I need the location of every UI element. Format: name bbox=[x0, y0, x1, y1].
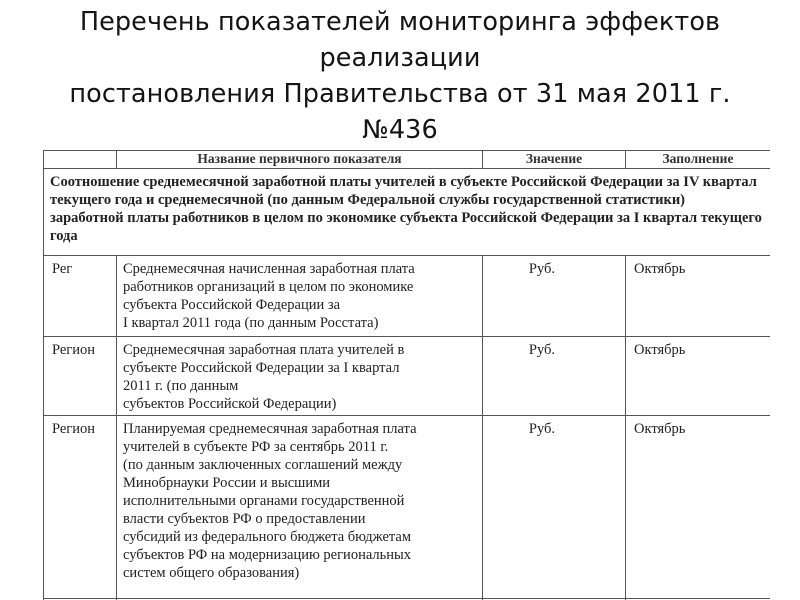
section-title: Соотношение среднемесячной заработной платы учителей в субъекте Российской Федерации за IV квартал текущего года и среднемесячной (по данным Федеральной службы государственной статистики) заработной платы работников в целом по экономике субъекта Российской Федерации за I квартал текущего года bbox=[44, 169, 771, 256]
table-row bbox=[44, 416, 771, 599]
row-indicator: Среднемесячная начисленная заработная плата работников организаций в целом по экономике субъекта Российской Федерации за I квартал 2011 года (по данным Росстата) bbox=[117, 256, 483, 337]
indicator-table-container bbox=[43, 150, 770, 600]
row-level: Регион bbox=[44, 416, 117, 599]
header-indicator-name: Название первичного показателя bbox=[117, 151, 483, 169]
title-line-2: реализации bbox=[319, 43, 481, 73]
row-level: Регион bbox=[44, 337, 117, 416]
header-level bbox=[44, 151, 117, 169]
row-level: Рег bbox=[44, 256, 117, 337]
row-fill: Октябрь bbox=[626, 337, 771, 416]
section-row bbox=[44, 169, 771, 256]
row-fill: Октябрь bbox=[626, 416, 771, 599]
table-row bbox=[44, 337, 771, 416]
title-line-4: №436 bbox=[362, 115, 438, 145]
row-value: Руб. bbox=[483, 256, 626, 337]
page-title bbox=[20, 4, 780, 148]
table-header-row bbox=[44, 151, 771, 169]
row-indicator: Среднемесячная заработная плата учителей в субъекте Российской Федерации за I квартал 2011 г. (по данным субъектов Российской Федерации) bbox=[117, 337, 483, 416]
table-row bbox=[44, 256, 771, 337]
indicator-table bbox=[43, 150, 770, 600]
row-value: Руб. bbox=[483, 416, 626, 599]
title-line-1: Перечень показателей мониторинга эффектов bbox=[79, 7, 721, 37]
header-value: Значение bbox=[483, 151, 626, 169]
header-fill: Заполнение bbox=[626, 151, 771, 169]
row-value: Руб. bbox=[483, 337, 626, 416]
row-indicator: Планируемая среднемесячная заработная плата учителей в субъекте РФ за сентябрь 2011 г. (по данным заключенных соглашений между Минобрнауки России и высшими исполнительными органами государственной власти субъектов РФ о предоставлении субсидий из федерального бюджета бюджетам субъектов РФ на модернизацию региональных систем общего образования) bbox=[117, 416, 483, 599]
row-fill: Октябрь bbox=[626, 256, 771, 337]
title-line-3: постановления Правительства от 31 мая 2011 г. bbox=[69, 79, 731, 109]
